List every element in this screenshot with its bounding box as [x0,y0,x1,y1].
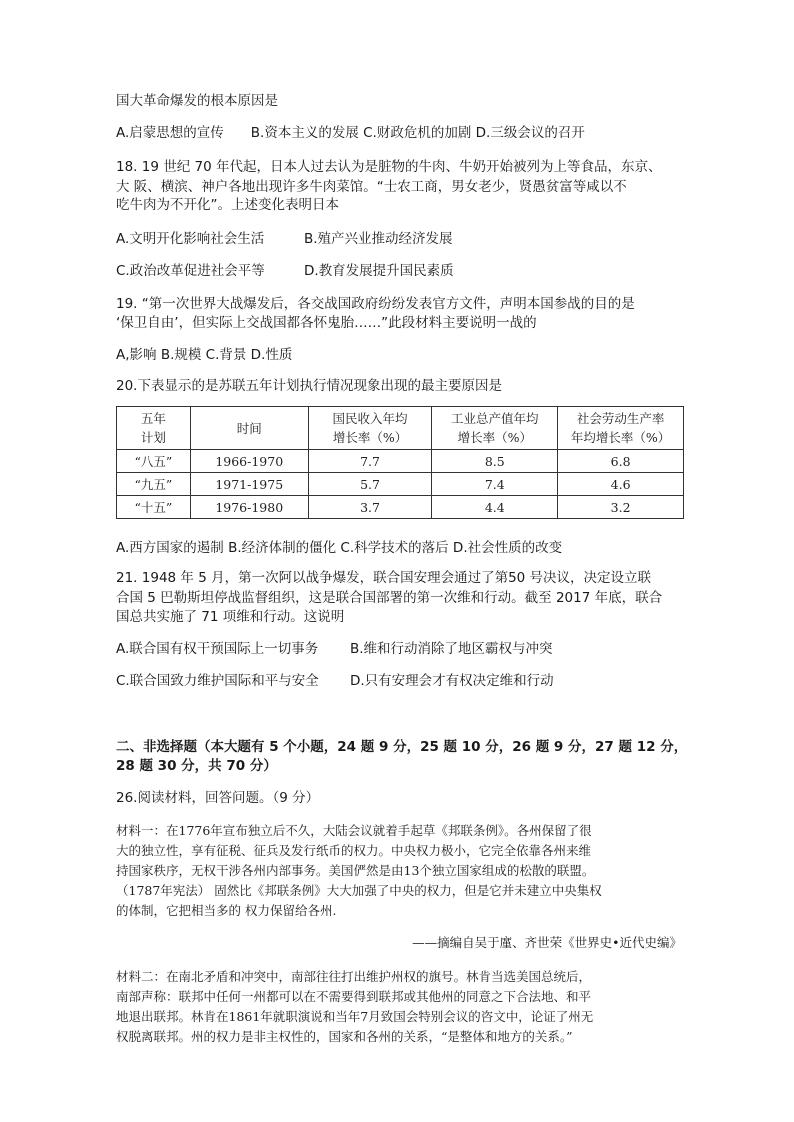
material2-line: 材料二：在南北矛盾和冲突中，南部往往打出维护州权的旗号。林肯当选美国总统后， [116,969,592,984]
q21-option-a: A.联合国有权干预国际上一切事务 [116,641,319,657]
material2-line: 南部声称：联邦中任何一州都可以在不需要得到联邦或其他州的同意之下合法地、和平 [116,989,592,1004]
q18-stem-line: 18. 19 世纪 70 年代起，日本人过去认为是脏物的牛肉、牛奶开始被列为上等食品，东京、 [116,159,662,175]
table-cell: 7.7 [308,450,432,473]
q18-option-a: A.文明开化影响社会生活 [116,231,265,247]
q21-option-b: B.维和行动消除了地区霸权与冲突 [350,641,553,657]
q21-stem-line: 21. 1948 年 5 月，第一次阿以战争爆发，联合国安理会通过了第50 号决议，决定设立联 [116,570,652,586]
q18-stem-line: 大 阪、横滨、神户各地出现许多牛肉菜馆。“士农工商，男女老少，贤愚贫富等咸以不 [116,179,627,195]
material2-line: 权脱离联邦。州的权力是非主权性的，国家和各州的关系，“是整体和地方的关系。” [116,1029,573,1044]
header-cell: 五年 计划 [117,407,191,450]
q17-stem-end: 国大革命爆发的根本原因是 [116,93,278,109]
table-cell: 7.4 [432,473,558,496]
table-cell: 1976-1980 [190,496,308,519]
table-cell: “八五” [117,450,191,473]
q21-stem-line: 合国 5 巴勒斯坦停战监督组织，这是联合国部署的第一次维和行动。截至 2017 年底，联合 [116,590,663,606]
q21-option-c: C.联合国致力维护国际和平与安全 [116,673,319,689]
table-cell: 4.4 [432,496,558,519]
header-cell: 工业总产值年均 增长率（%） [432,407,558,450]
q21-stem-line: 国总共实施了 71 项维和行动。这说明 [116,609,345,625]
header-cell: 社会劳动生产率 年均增长率（%） [558,407,684,450]
header-cell: 国民收入年均 增长率（%） [308,407,432,450]
table-row [117,496,684,519]
table-cell: 4.6 [558,473,684,496]
q18-option-c: C.政治改革促进社会平等 [116,263,265,279]
material1-source: ——摘编自吴于廑、齐世荣《世界史•近代史编》 [412,935,682,950]
table-cell: 1966-1970 [190,450,308,473]
five-year-plan-table [116,406,684,519]
table-header-row [117,407,684,450]
material2-line: 地退出联邦。林肯在1861年就职演说和当年7月致国会特别会议的咨文中，论证了州无 [116,1009,594,1024]
table-cell: 3.2 [558,496,684,519]
q18-option-d: D.教育发展提升国民素质 [304,263,454,279]
material1-line: 持国家秩序，无权干涉各州内部事务。美国俨然是由13个独立国家组成的松散的联盟。 [116,863,595,878]
table-cell: “九五” [117,473,191,496]
material1-line: （1787年宪法） 固然比《邦联条例》大大加强了中央的权力，但是它并未建立中央集权 [116,883,602,898]
q19-stem-line: 19. “第一次世界大战爆发后，各交战国政府纷纷发表官方文件，声明本国参战的目的是 [116,296,635,312]
table-cell: 5.7 [308,473,432,496]
section-heading-line: 二、非选择题（本大题有 5 个小题，24 题 9 分，25 题 10 分，26 题 9 分，27 题 12 分， [116,739,688,755]
table-cell: “十五” [117,496,191,519]
table-cell: 6.8 [558,450,684,473]
table-cell: 1971-1975 [190,473,308,496]
header-cell: 时间 [190,407,308,450]
q17-options: A.启蒙思想的宣传 B.资本主义的发展 C.财政危机的加剧 D.三级会议的召开 [116,125,585,141]
q20-options: A.西方国家的遏制 B.经济体制的僵化 C.科学技术的落后 D.社会性质的改变 [116,540,563,556]
q20-stem: 20.下表显示的是苏联五年计划执行情况现象出现的最主要原因是 [116,378,502,394]
material1-line: 的体制，它把相当多的 权力保留给各州. [116,903,337,918]
q18-stem-line: 吃牛肉为不开化”。上述变化表明日本 [116,197,339,213]
q19-options: A,影响 B.规模 C.背景 D.性质 [116,347,293,363]
table-row [117,450,684,473]
q18-option-b: B.殖产兴业推动经济发展 [304,231,453,247]
material1-line: 材料一：在1776年宣布独立后不久，大陆会议就着手起草《邦联条例》。各州保留了很 [116,823,592,838]
table-cell: 8.5 [432,450,558,473]
table-row [117,473,684,496]
table-cell: 3.7 [308,496,432,519]
q26-title: 26.阅读材料，回答问题。（9 分） [116,790,320,806]
q19-stem-line: ‘保卫自由’，但实际上交战国都各怀鬼胎……”此段材料主要说明一战的 [116,315,537,331]
section-heading-line: 28 题 30 分，共 70 分） [116,758,277,774]
q21-option-d: D.只有安理会才有权决定维和行动 [350,673,554,689]
material1-line: 大的独立性，享有征税、征兵及发行纸币的权力。中央权力极小，它完全依靠各州来维 [116,843,592,858]
